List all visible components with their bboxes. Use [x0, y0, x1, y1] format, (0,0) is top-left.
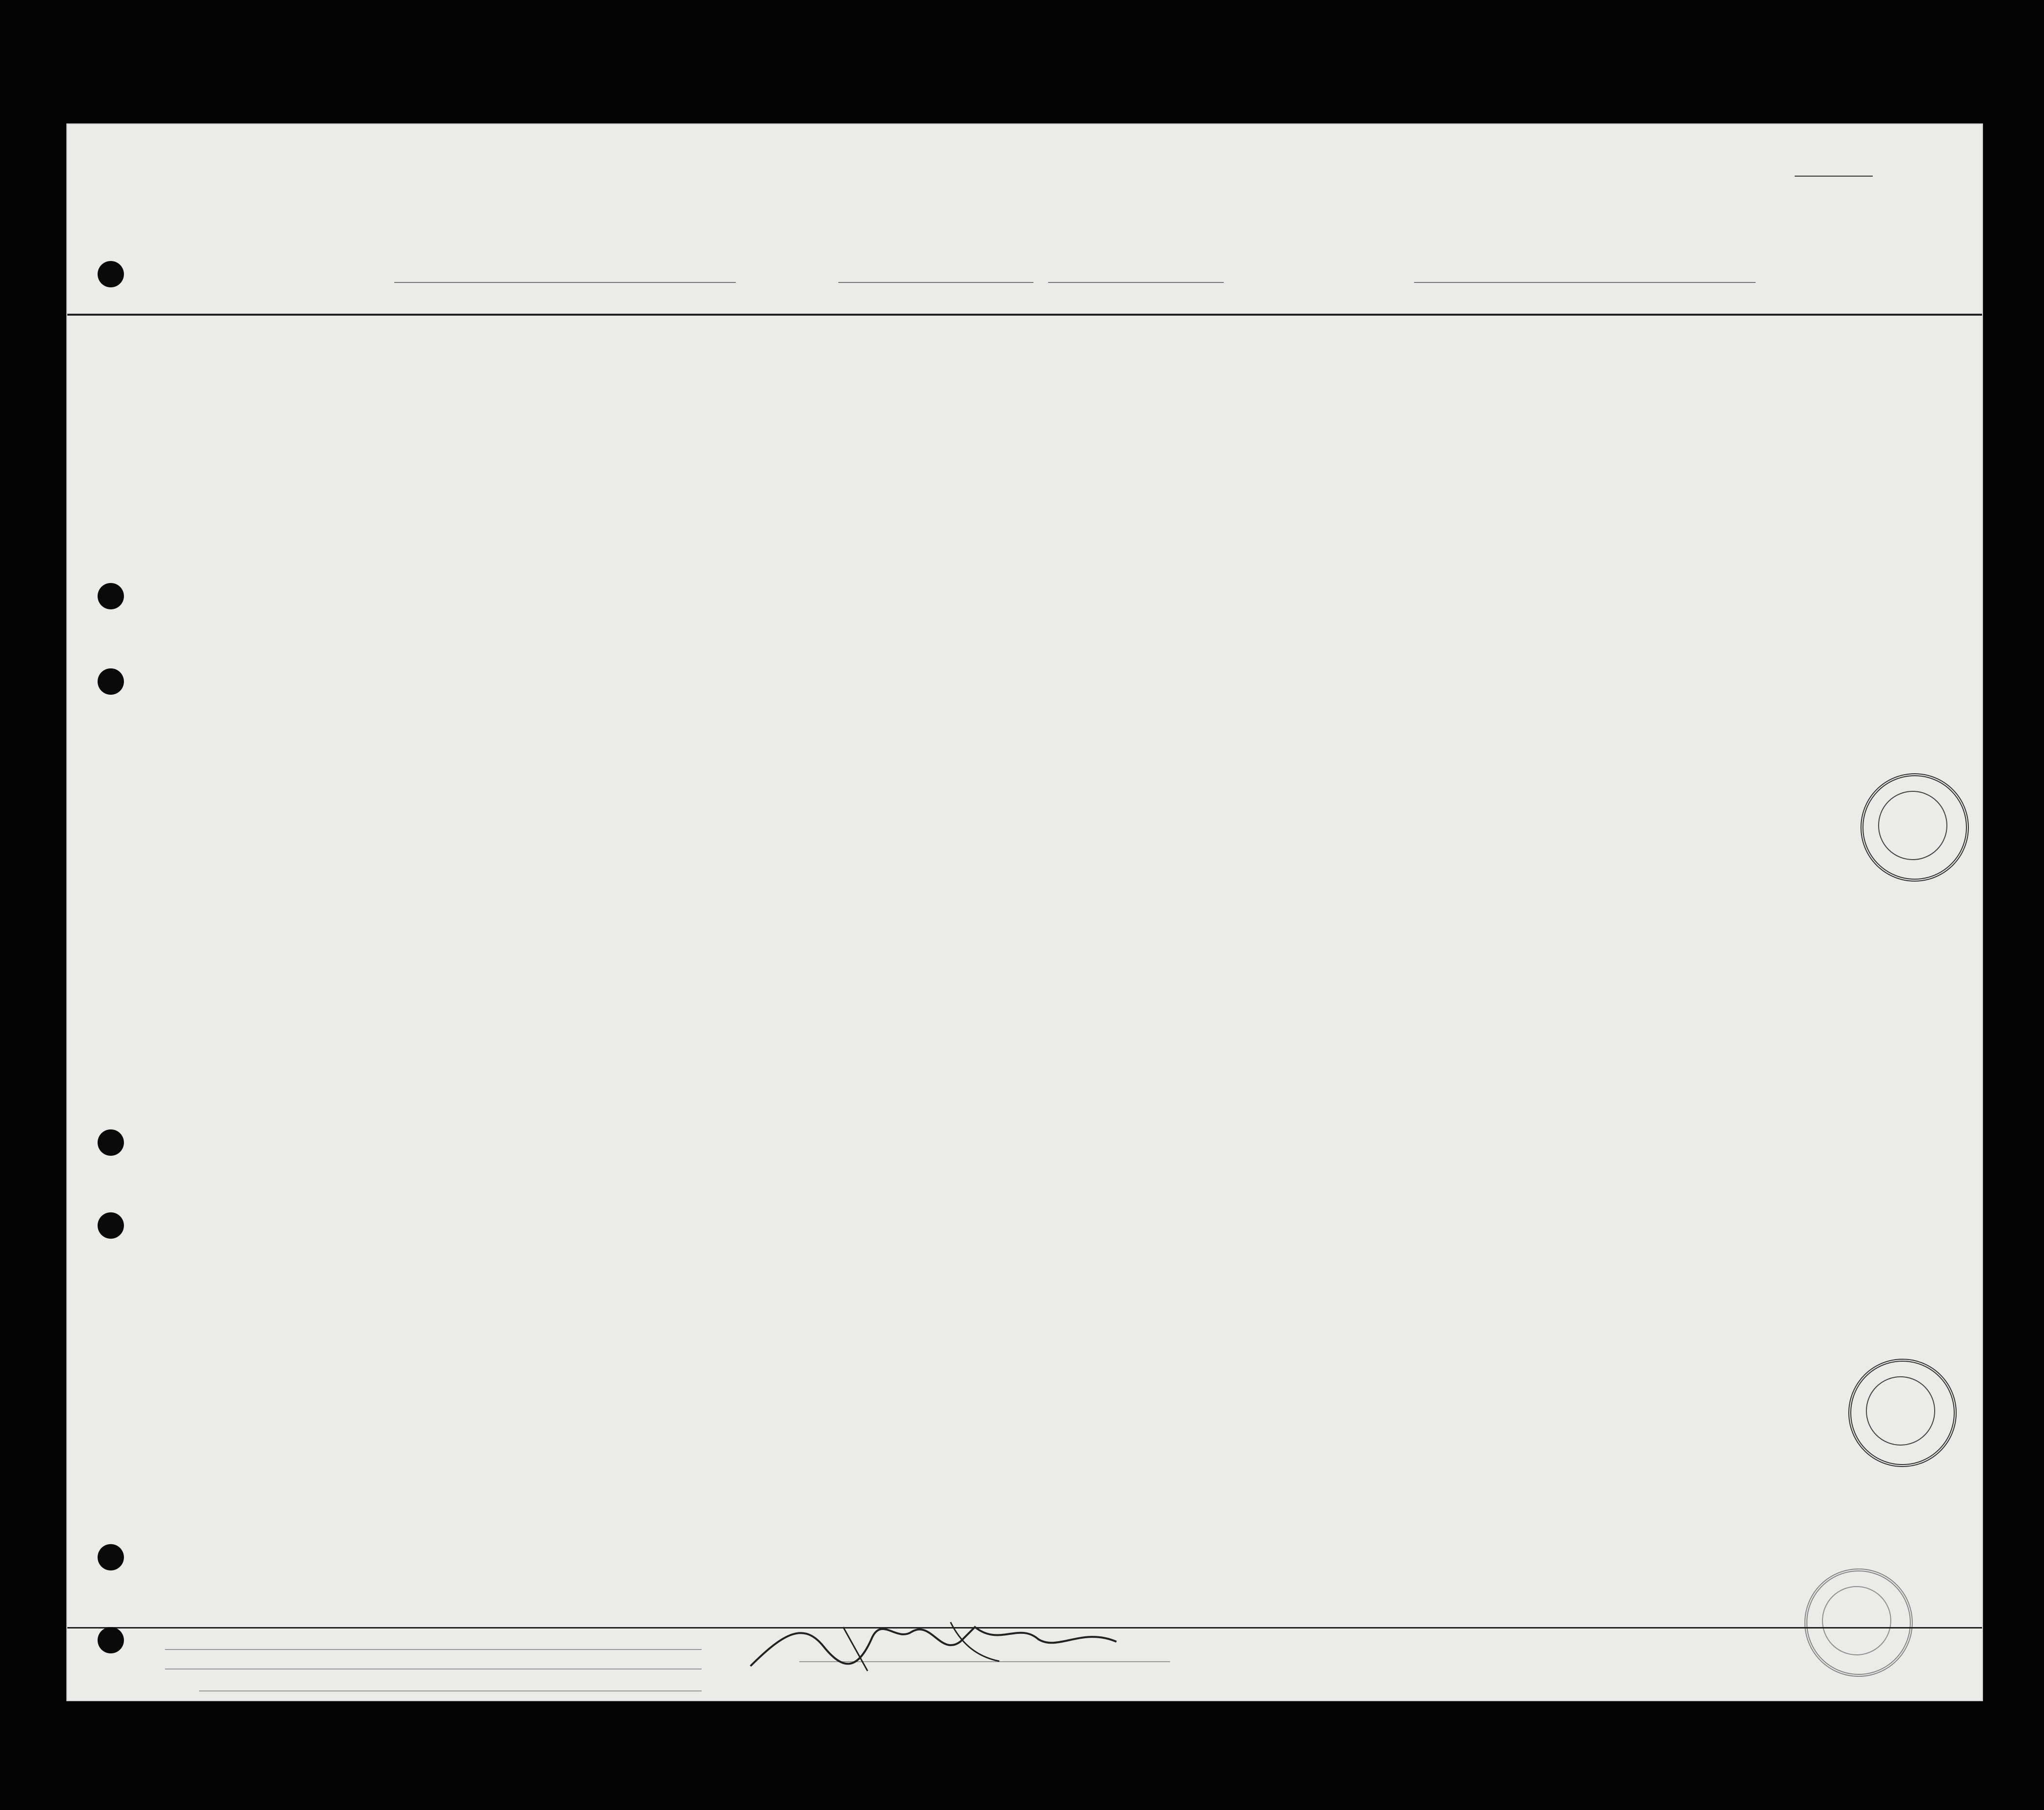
binder-hole — [98, 1627, 124, 1653]
binder-hole — [98, 1212, 124, 1239]
le-havre-seal-3 — [1804, 1569, 1913, 1677]
binder-hole — [98, 583, 124, 609]
footer-agents-field — [199, 1690, 702, 1691]
binder-hole — [98, 261, 124, 287]
manifest-sheet — [67, 124, 1982, 1700]
inspector-signature — [746, 1612, 1146, 1676]
table-grid — [67, 124, 1982, 1700]
binder-hole — [98, 1544, 124, 1570]
footer-line-field — [165, 1649, 702, 1650]
binder-hole — [98, 1129, 124, 1156]
le-havre-seal-2 — [1848, 1359, 1957, 1467]
le-havre-seal-1 — [1861, 773, 1969, 882]
binder-hole — [98, 668, 124, 695]
